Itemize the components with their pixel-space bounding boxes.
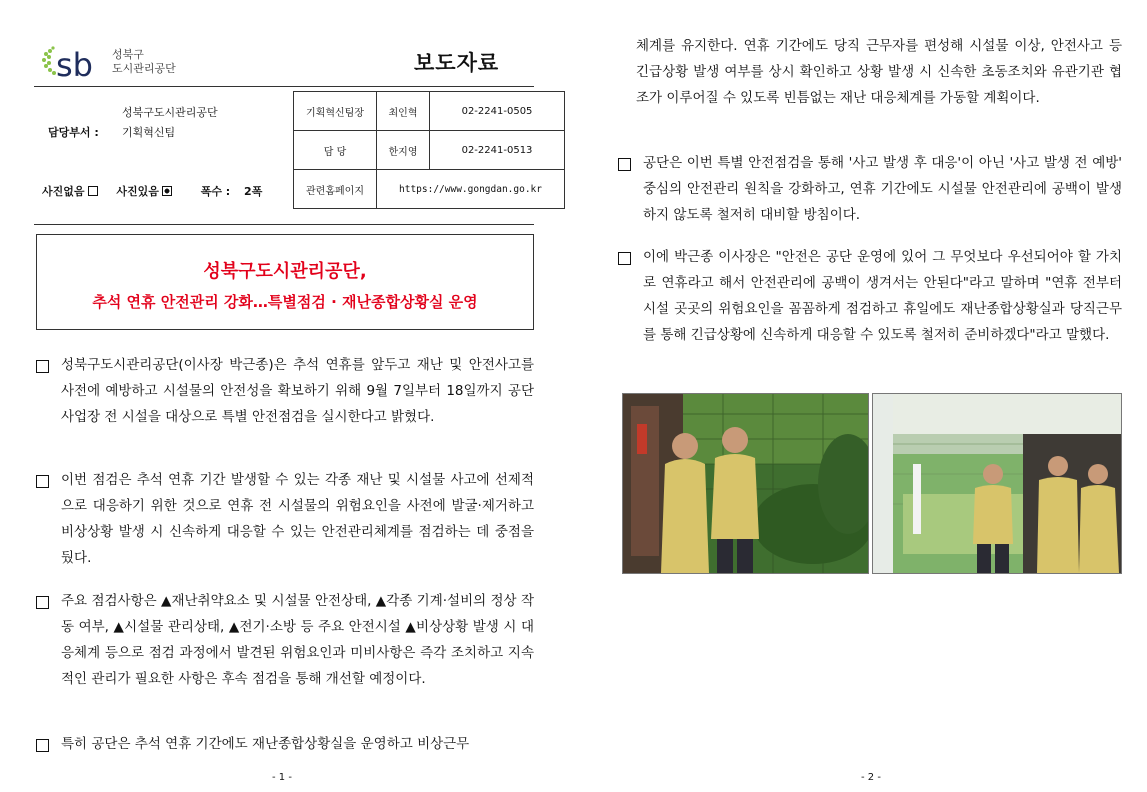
photo-info-line [42,183,262,199]
contact-table [293,91,565,209]
department-label: 담당부서 : [48,126,99,139]
contact-role: 담 당 [294,131,377,170]
contact-name: 최인혁 [377,92,430,131]
page-1 [0,0,573,792]
logo-mark-icon [38,42,110,84]
has-photo-checkbox-icon [162,186,172,196]
photo-count-value: 2폭 [244,185,263,198]
contact-name: 한지영 [377,131,430,170]
bullet-box-icon [36,739,49,752]
contact-row [294,170,565,209]
contact-phone: 02-2241-0505 [430,92,565,131]
logo-text-line1: 성북구 [112,48,144,61]
homepage-label: 관련홈페이지 [294,170,377,209]
photo-count-label: 폭수 : [200,185,231,198]
page-number: - 1 - [272,772,292,783]
inspection-photo-1 [622,393,869,574]
bullet-box-icon [618,252,631,265]
headline-box [36,234,534,330]
bullet-box-icon [36,596,49,609]
bullet-box-icon [36,360,49,373]
body-paragraph: 이에 박근종 이사장은 "안전은 공단 운영에 있어 그 무엇보다 우선되어야 할 가치로 연휴라고 해서 안전관리에 공백이 생겨서는 안된다"라고 말하며 "연휴 전부터 시설 곳곳의 위험요인을 꼼꼼하게 점검하고 휴일에도 재난종합상황실과 당직근무를 통해 긴급상황에 신속하게 대응할 수 있도록 철저히 준비하겠다"라고 말했다. [618,244,1122,348]
organization-logo [38,40,178,86]
headline-title: 성북구도시관리공단, [203,261,367,282]
contact-phone: 02-2241-0513 [430,131,565,170]
page-number: - 2 - [861,772,881,783]
bullet-box-icon [618,158,631,171]
logo-letters: sb [56,46,93,84]
body-paragraph: 특히 공단은 추석 연휴 기간에도 재난종합상황실을 운영하고 비상근무 [36,731,534,757]
photo-2-illustration [873,394,1121,573]
photo-1-illustration [623,394,868,573]
body-paragraph: 성북구도시관리공단(이사장 박근종)은 추석 연휴를 앞두고 재난 및 안전사고를 사전에 예방하고 시설물의 안전성을 확보하기 위해 9월 7일부터 18일까지 공단 사업장 전 시설을 대상으로 특별 안전점검을 실시한다고 밝혔다. [36,352,534,430]
contact-row [294,131,565,170]
contact-row [294,92,565,131]
body-paragraph: 주요 점검사항은 ▲재난취약요소 및 시설물 안전상태, ▲각종 기계·설비의 정상 작동 여부, ▲시설물 관리상태, ▲전기·소방 등 주요 안전시설 ▲비상상황 발생 시 대응체계 등으로 점검 과정에서 발견된 위험요인과 미비사항은 즉각 조치하고 지속적인 관리가 필요한 사항은 후속 점검을 통해 개선할 예정이다. [36,588,534,692]
department-team: 기획혁신팀 [122,126,176,139]
body-paragraph: 이번 점검은 추석 연휴 기간 발생할 수 있는 각종 재난 및 시설물 사고에 선제적으로 대응하기 위한 것으로 연휴 전 시설물의 위험요인을 사전에 발굴·제거하고 비상상황 발생 시 신속하게 대응할 수 있는 안전관리체계를 점검하는 데 중점을 뒀다. [36,467,534,571]
bullet-box-icon [36,475,49,488]
body-paragraph: 공단은 이번 특별 안전점검을 통해 '사고 발생 후 대응'이 아닌 '사고 발생 전 예방' 중심의 안전관리 원칙을 강화하고, 연휴 기간에도 시설물 안전관리에 공백이 발생하지 않도록 철저히 대비할 방침이다. [618,150,1122,228]
inspection-photo-2 [872,393,1122,574]
continuation-paragraph: 체계를 유지한다. 연휴 기간에도 당직 근무자를 편성해 시설물 이상, 안전사고 등 긴급상황 발생 여부를 상시 확인하고 상황 발생 시 신속한 초동조치와 유관기관 협조가 이루어질 수 있도록 빈틈없는 재난 대응체계를 가동할 계획이다. [636,38,1122,106]
department-organization: 성북구도시관리공단 [122,106,218,119]
page-2 [574,0,1147,792]
header-rule-top [34,86,534,87]
contact-role: 기획혁신팀장 [294,92,377,131]
headline-subtitle: 추석 연휴 안전관리 강화…특별점검 · 재난종합상황실 운영 [92,293,478,311]
document-type-title: 보도자료 [414,51,500,75]
has-photo-label: 사진있음 [116,185,159,198]
header-rule-bottom [34,224,534,225]
no-photo-checkbox-icon [88,186,98,196]
homepage-link[interactable]: https://www.gongdan.go.kr [377,170,565,209]
logo-text-line2: 도시관리공단 [112,62,176,75]
no-photo-label: 사진없음 [42,185,85,198]
